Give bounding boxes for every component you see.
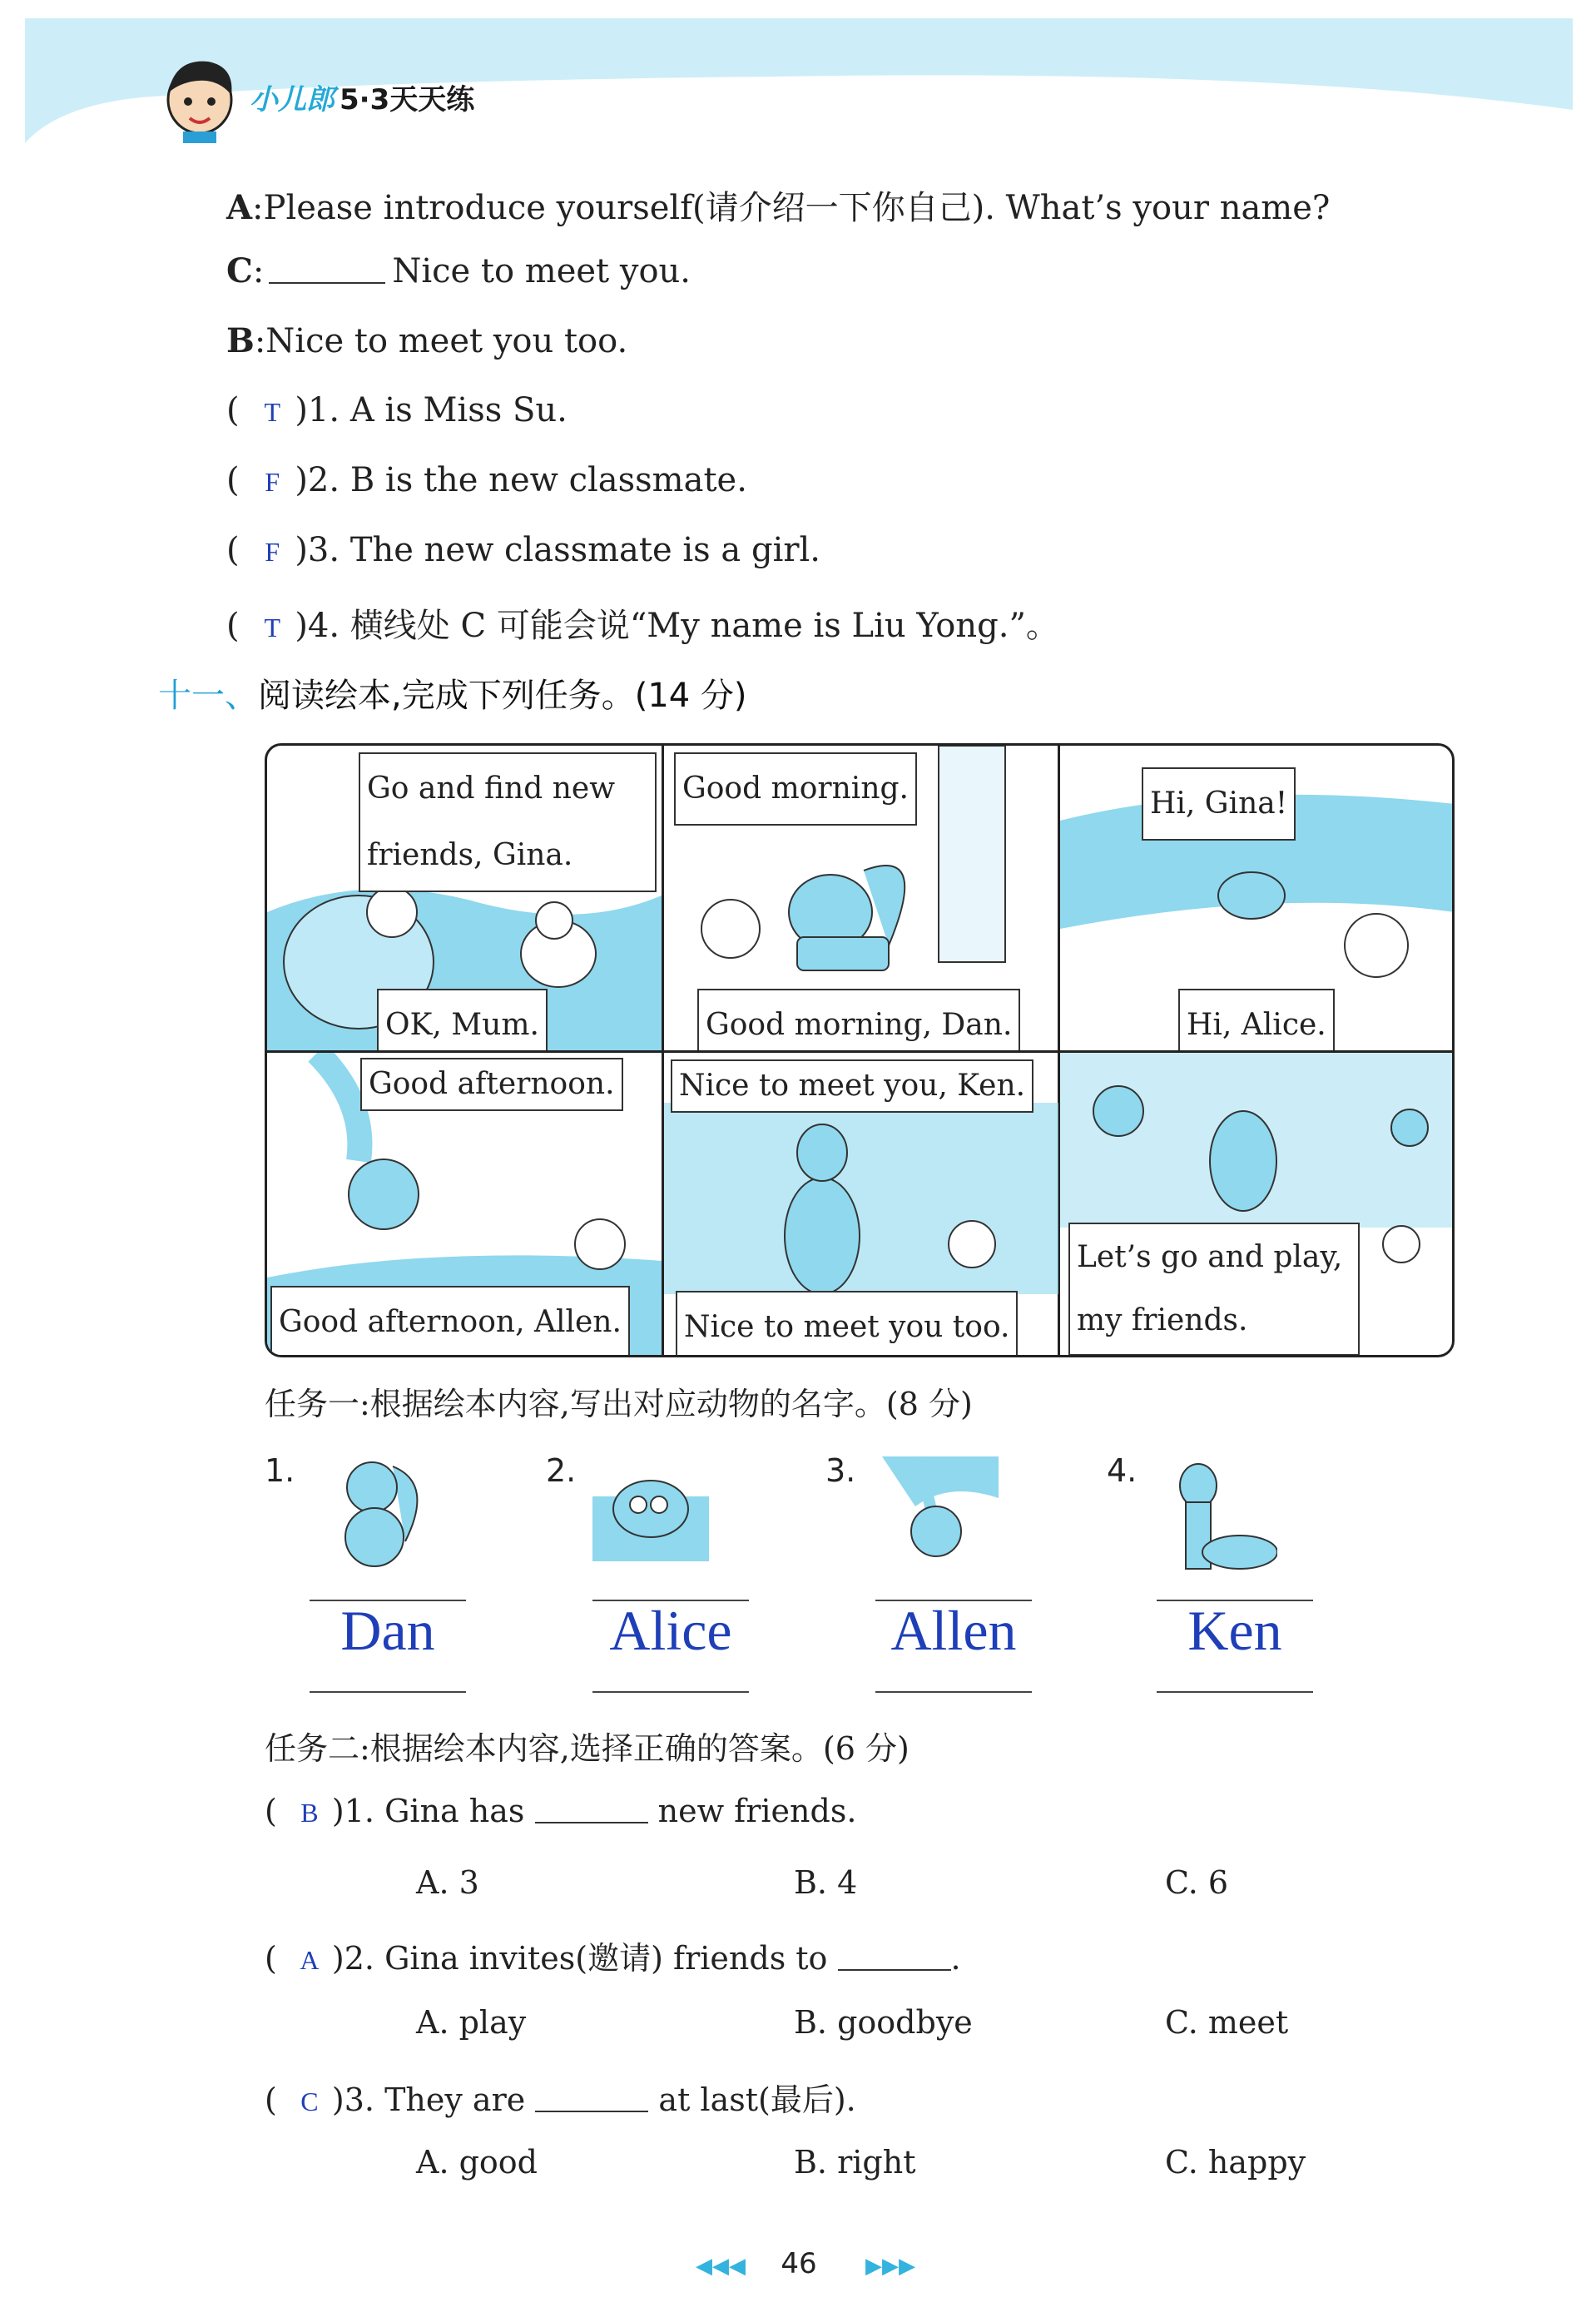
choice-question: ( B )1. Gina has new friends. [265, 1793, 857, 1829]
comic-panel-6 [1060, 1053, 1455, 1357]
answer-blank[interactable] [269, 254, 385, 284]
item-number: 4. [1107, 1452, 1138, 1489]
series-title: 小儿郎 5·3天天练 [250, 83, 475, 117]
answer-mark: T [264, 613, 281, 643]
answer-blank[interactable] [535, 1794, 648, 1823]
speech-bubble: Good morning, Dan. [697, 989, 1020, 1050]
answer-mark: A [300, 1945, 320, 1975]
answer-name: Allen [890, 1599, 1017, 1662]
answer-mark: C [300, 2086, 319, 2116]
answer-name: Ken [1187, 1599, 1282, 1662]
option: A. good [416, 2144, 538, 2181]
option: B. 4 [794, 1864, 858, 1901]
speech-bubble: Hi, Alice. [1178, 989, 1335, 1050]
right-arrows-icon: ▶▶▶ [865, 2254, 915, 2279]
task1-title: 任务一:根据绘本内容,写出对应动物的名字。(8 分) [265, 1386, 973, 1422]
speech-bubble: Nice to meet you, Ken. [671, 1059, 1033, 1113]
choice-question: ( C )3. They are at last(最后). [265, 2081, 856, 2118]
answer-name: Dan [340, 1599, 435, 1662]
task2-title: 任务二:根据绘本内容,选择正确的答案。(6 分) [265, 1730, 910, 1767]
option: C. meet [1165, 2004, 1289, 2041]
squirrel-icon [326, 1450, 426, 1575]
fish-icon [592, 1463, 709, 1561]
comic-panel-2 [664, 746, 1058, 1050]
option: C. happy [1165, 2144, 1306, 2181]
speech-bubble: OK, Mum. [377, 989, 548, 1050]
item-number: 3. [825, 1452, 856, 1489]
comic-panel-5 [664, 1053, 1058, 1357]
choice-question: ( A )2. Gina invites(邀请) friends to . [265, 1940, 961, 1977]
judge-item: ( F )2. B is the new classmate. [226, 461, 747, 499]
option: A. play [416, 2004, 527, 2041]
answer-blank[interactable] [535, 2082, 648, 2112]
option: C. 6 [1165, 1864, 1229, 1901]
answer-mark: T [264, 397, 281, 427]
judge-item: ( T )4. 横线处 C 可能会说“My name is Liu Yong.”。 [226, 607, 1059, 645]
page-number: 46 [781, 2247, 817, 2280]
answer-mark: F [265, 467, 280, 497]
item-number: 1. [265, 1452, 295, 1489]
mascot-icon [158, 52, 241, 143]
dialogue-line-a: A:Please introduce yourself(请介绍一下你自己). What’s your name? [226, 188, 1331, 227]
left-arrows-icon: ◀◀◀ [696, 2254, 746, 2279]
judge-item: ( T )1. A is Miss Su. [226, 391, 568, 429]
answer-mark: B [300, 1798, 319, 1828]
section-title: 十一、阅读绘本,完成下列任务。(14 分) [158, 677, 747, 715]
answer-blank[interactable] [838, 1941, 951, 1971]
brand-logo: 小儿郎 [250, 83, 335, 117]
speech-bubble: Hi, Gina! [1142, 767, 1296, 841]
dialogue-line-b: B:Nice to meet you too. [226, 321, 628, 360]
speech-bubble: Go and find new friends, Gina. [359, 752, 657, 892]
speech-bubble: Nice to meet you too. [676, 1291, 1018, 1357]
answer-name: Alice [609, 1599, 732, 1662]
answer-mark: F [265, 537, 280, 567]
option: B. right [794, 2144, 916, 2181]
deer-icon [1161, 1448, 1277, 1573]
item-number: 2. [546, 1452, 577, 1489]
speech-bubble: Good afternoon, Allen. [270, 1286, 630, 1357]
speech-bubble: Good afternoon. [360, 1058, 623, 1111]
comic-panel-4 [267, 1053, 662, 1357]
option: A. 3 [416, 1864, 479, 1901]
option: B. goodbye [794, 2004, 973, 2041]
dialogue-line-c: C: Nice to meet you. [226, 251, 691, 290]
comic-strip [265, 743, 1455, 1357]
comic-panel-1 [267, 746, 662, 1050]
monkey-icon [882, 1448, 999, 1573]
comic-panel-3 [1060, 746, 1455, 1050]
speech-bubble: Good morning. [674, 752, 917, 826]
speech-bubble: Let’s go and play, my friends. [1068, 1223, 1360, 1356]
judge-item: ( F )3. The new classmate is a girl. [226, 531, 820, 569]
